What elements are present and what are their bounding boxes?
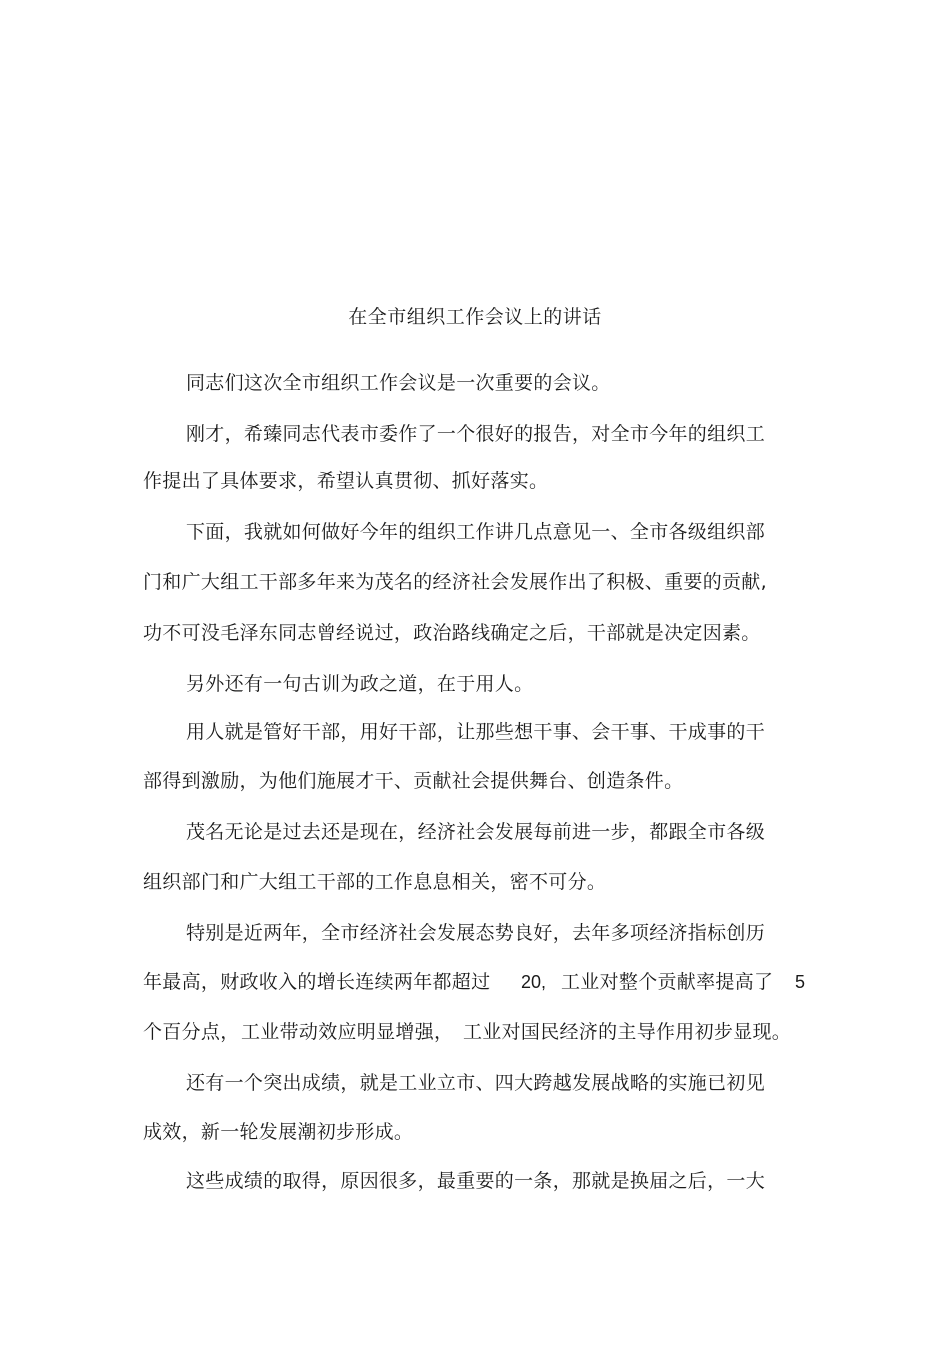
paragraph-line-segment: 工业对整个贡献率提高了 <box>561 971 774 993</box>
paragraph-line: 用人就是管好干部，用好干部，让那些想干事、会干事、干成事的干 <box>186 721 766 743</box>
paragraph-line: 同志们这次全市组织工作会议是一次重要的会议。 <box>186 372 611 394</box>
paragraph-line: 作提出了具体要求，希望认真贯彻、抓好落实。 <box>143 470 549 492</box>
paragraph-line: 刚才，希臻同志代表市委作了一个很好的报告，对全市今年的组织工 <box>186 423 766 445</box>
paragraph-line: 门和广大组工干部多年来为茂名的经济社会发展作出了积极、重要的贡献, <box>143 571 767 593</box>
paragraph-line-segment: 工业对国民经济的主导作用初步显现。 <box>463 1021 792 1043</box>
inline-number: 5 <box>795 972 806 992</box>
paragraph-line: 下面，我就如何做好今年的组织工作讲几点意见一、全市各级组织部 <box>186 521 766 543</box>
paragraph-line: 另外还有一句古训为政之道，在于用人。 <box>186 673 534 695</box>
paragraph-line: 这些成绩的取得，原因很多，最重要的一条，那就是换届之后，一大 <box>186 1170 766 1192</box>
paragraph-line: 成效，新一轮发展潮初步形成。 <box>143 1121 414 1143</box>
paragraph-line: 年最高，财政收入的增长连续两年都超过 <box>143 971 491 993</box>
paragraph-line: 功不可没毛泽东同志曾经说过，政治路线确定之后，干部就是决定因素。 <box>143 622 761 644</box>
paragraph-line: 特别是近两年，全市经济社会发展态势良好，去年多项经济指标创历 <box>186 922 766 944</box>
paragraph-line-segment: 工业带动效应明显增强， <box>241 1021 454 1043</box>
inline-number: 20, <box>521 972 547 992</box>
paragraph-line-segment: 个百分点， <box>143 1021 240 1043</box>
document-title: 在全市组织工作会议上的讲话 <box>348 306 602 328</box>
paragraph-line: 茂名无论是过去还是现在，经济社会发展每前进一步，都跟全市各级 <box>186 821 766 843</box>
paragraph-line: 部得到激励，为他们施展才干、贡献社会提供舞台、创造条件。 <box>143 770 684 792</box>
paragraph-line: 还有一个突出成绩，就是工业立市、四大跨越发展战略的实施已初见 <box>186 1072 766 1094</box>
paragraph-line: 组织部门和广大组工干部的工作息息相关，密不可分。 <box>143 871 607 893</box>
